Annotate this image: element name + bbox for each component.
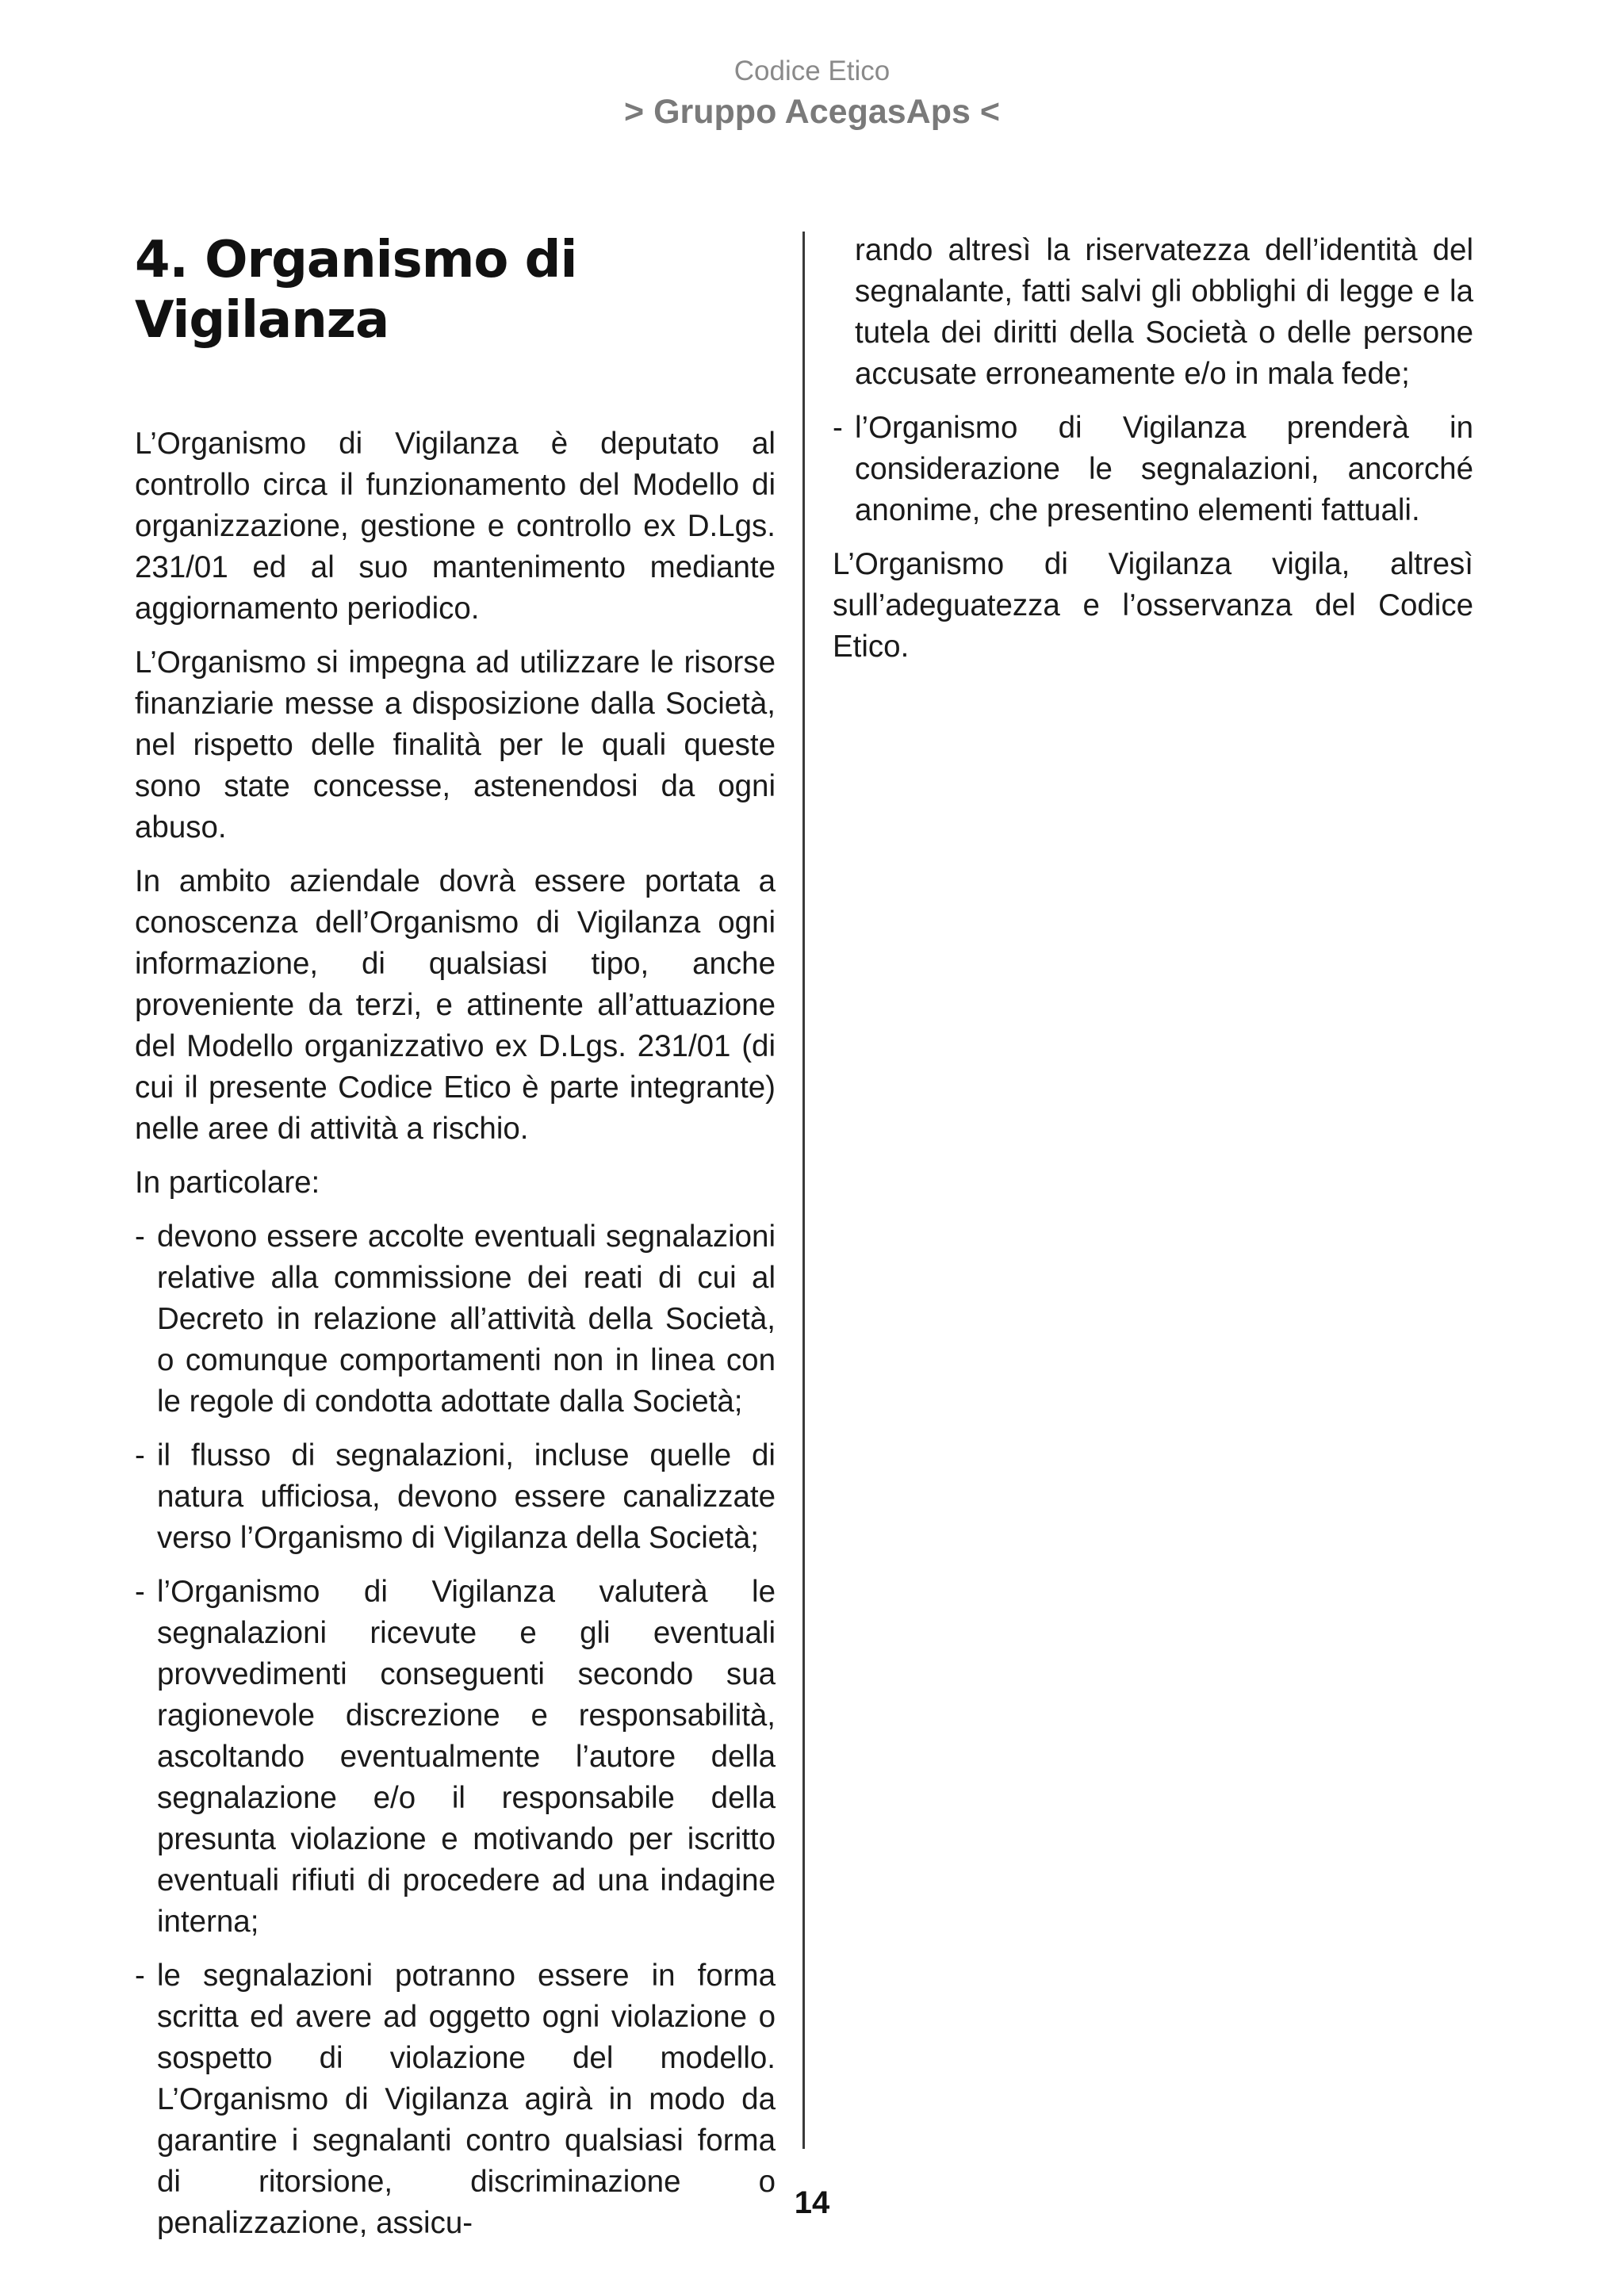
list-item-continuation: rando altresì la riservatezza dell’identità del segnalante, fatti salvi gli obblighi di legge e la tutela dei diritti della Società o delle persone accusate erroneamente e/o in mala fede; (855, 233, 1473, 391)
list-item: - devono essere accolte eventuali segnalazioni relative alla commissione dei reati di cui al Decreto in relazione all’attività della Società, o comunque comportamenti non in linea con le regole di condotta adottate dalla Società; (135, 1216, 776, 1423)
column-divider (802, 232, 805, 2149)
section-title: 4. Organismo di Vigilanza (135, 231, 577, 350)
document-name: Codice Etico (733, 56, 891, 86)
paragraph: In ambito aziendale dovrà essere portata a conoscenza dell’Organismo di Vigilanza ogni informazione, di qualsiasi tipo, anche proveniente da terzi, e attinente all’attuazione del Modello organizzativo ex D.Lgs. 231/01 (di cui il presente Codice Etico è parte integrante) nelle aree di attività a rischio. (135, 864, 776, 1146)
bullet-list (135, 1216, 776, 2244)
paragraph: L’Organismo di Vigilanza è deputato al controllo circa il funzionamento del Modello di organizzazione, gestione e controllo ex D.Lgs. 231/01 ed al suo mantenimento mediante aggiornamento periodico. (135, 427, 776, 626)
paragraph: L’Organismo di Vigilanza vigila, altresì sull’adeguatezza e l’osservanza del Codice Etico. (833, 547, 1473, 664)
list-item: - il flusso di segnalazioni, incluse quelle di natura ufficiosa, devono essere canalizzate verso l’Organismo di Vigilanza della Società; (135, 1435, 776, 1559)
page-header (0, 54, 1624, 135)
left-column (135, 230, 776, 2257)
right-column (833, 230, 1473, 680)
group-name: > Gruppo AcegasAps < (624, 93, 1000, 131)
page-number: 14 (794, 2185, 830, 2220)
paragraph: In particolare: (135, 1166, 320, 1200)
list-item: - l’Organismo di Vigilanza valuterà le segnalazioni ricevute e gli eventuali provvedimenti conseguenti secondo sua ragionevole discrezione e responsabilità, ascoltando eventualmente l’autore della segnalazione e/o il responsabile della presunta violazione e motivando per iscritto eventuali rifiuti di procedere ad una indagine interna; (135, 1572, 776, 1943)
list-item: - le segnalazioni potranno essere in forma scritta ed avere ad oggetto ogni violazione o sospetto di violazione del modello. L’Organismo di Vigilanza agirà in modo da garantire i segnalanti contro qualsiasi forma di ritorsione, discriminazione o penalizzazione, assicu- (135, 1955, 776, 2244)
list-item: - l’Organismo di Vigilanza prenderà in considerazione le segnalazioni, ancorché anonime, che presentino elementi fattuali. (833, 408, 1473, 531)
bullet-list (833, 408, 1473, 531)
paragraph: L’Organismo si impegna ad utilizzare le risorse finanziarie messe a disposizione dalla Società, nel rispetto delle finalità per le quali queste sono state concesse, astenendosi da ogni abuso. (135, 645, 776, 844)
